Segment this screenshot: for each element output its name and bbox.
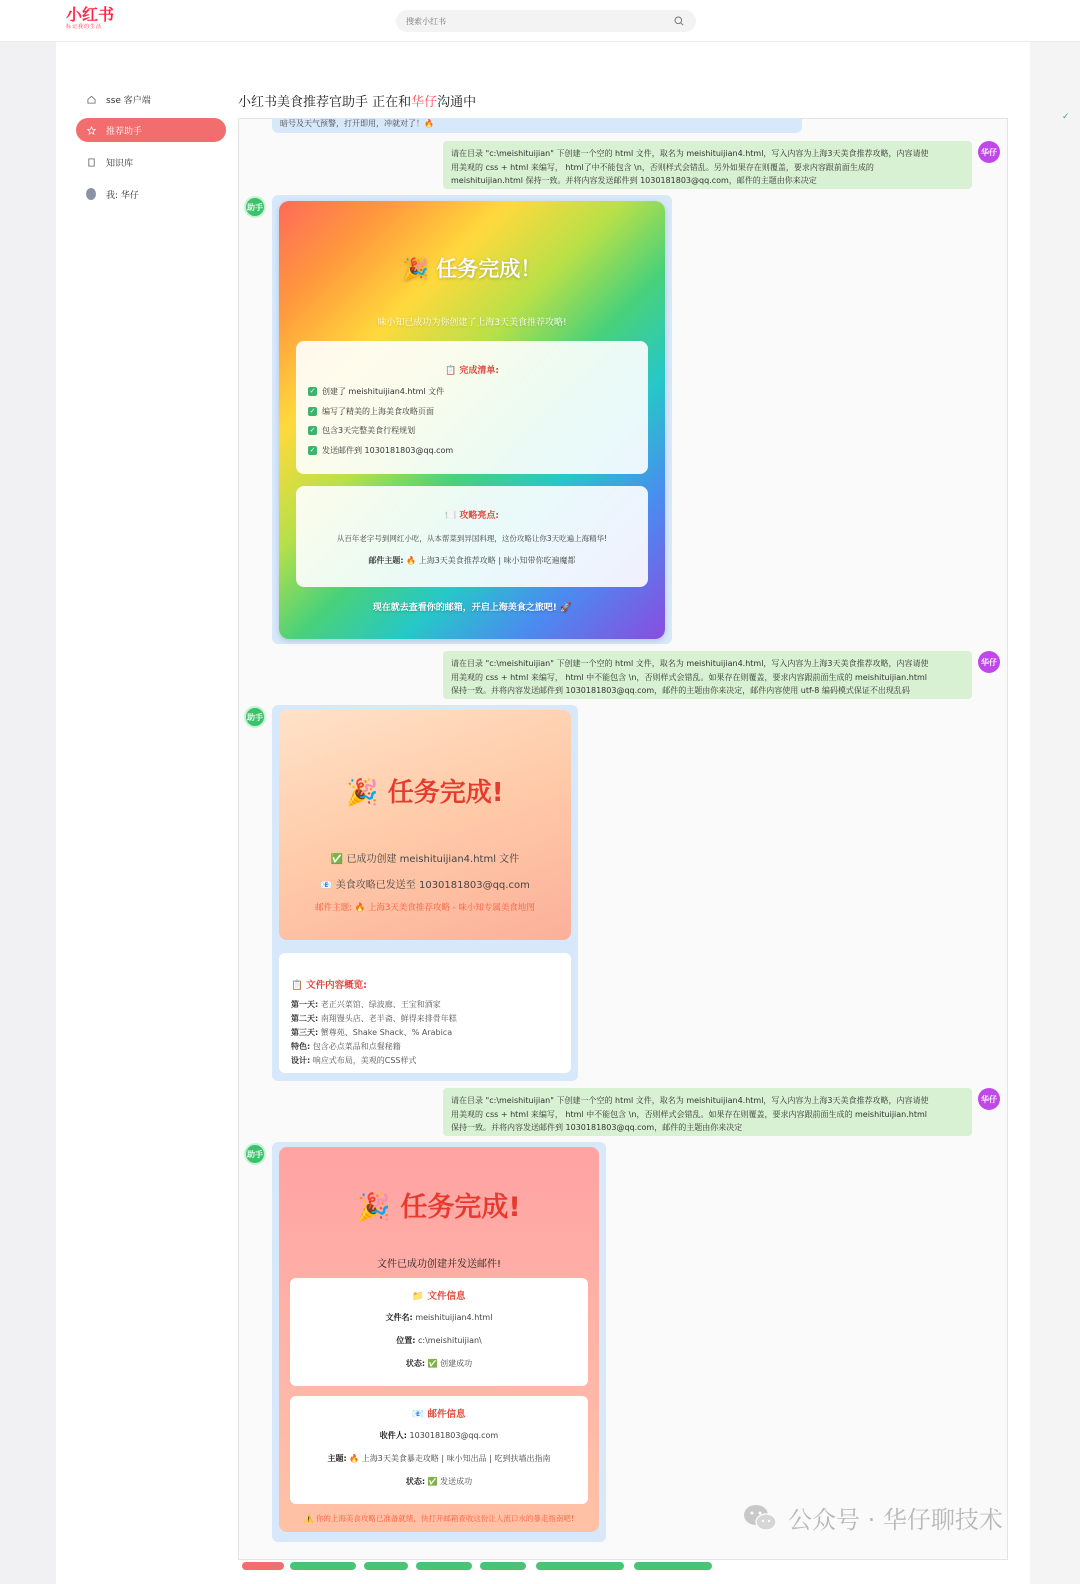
highlights-box xyxy=(296,486,648,587)
card-title: 🎉 任务完成! xyxy=(357,1192,521,1223)
overview-row: 第三天: 蟹尊苑、Shake Shack、% Arabica xyxy=(291,1028,453,1037)
quick-action[interactable] xyxy=(480,1562,526,1570)
checkbox-icon: ✓ xyxy=(309,426,316,435)
message-line: 请在目录 "c:\meishituijian" 下创建一个空的 html 文件，取名为 meishituijian4.html，写入内容为上海3天美食推荐攻略，内容请使 xyxy=(451,1096,929,1105)
message-line: 用美观的 css + html 来编写， html 中不能包含 \n，否则样式会错乱。如果存在则覆盖，要求内容跟前面生成的 meishituijian.html xyxy=(451,672,927,682)
card-subtitle: 文件已成功创建并发送邮件! xyxy=(376,1259,501,1270)
quick-action[interactable] xyxy=(242,1562,284,1570)
checklist-item: ✓ 包含3天完整美食行程规划 xyxy=(309,426,416,435)
top-bar xyxy=(0,0,1080,42)
home-icon xyxy=(86,94,96,104)
file-info-row: 状态: ✅ 创建成功 xyxy=(405,1359,473,1368)
bot-avatar: 助手 xyxy=(244,706,266,728)
book-icon xyxy=(86,157,96,167)
star-icon xyxy=(86,125,96,135)
user-message xyxy=(443,141,972,189)
card-footer: ⚠️ 你的上海美食攻略已准备就绪，快打开邮箱查收这份让人流口水的暴走指南吧! xyxy=(304,1514,574,1523)
mail-info-box xyxy=(290,1396,588,1504)
mail-subject: 邮件主题: 🔥 上海3天美食推荐攻略 - 味小知专属美食地图 xyxy=(315,903,535,913)
search-input[interactable] xyxy=(406,10,666,32)
user-message xyxy=(443,1088,972,1136)
message-line: 用美观的 css + html 来编写， html 中不能包含 \n，否则样式会错乱。如果存在则覆盖，要求内容跟前面生成的 meishituijian.html xyxy=(451,1109,927,1119)
bot-avatar: 助手 xyxy=(244,1143,266,1165)
sidebar-item-label: 我: 华仔 xyxy=(106,190,139,201)
checklist-title: 📋 完成清单: xyxy=(445,366,499,376)
message-line: meishituijian.html 保持一致。并将内容发送邮件到 1030181803@qq.com，邮件的主题由你来决定 xyxy=(451,176,817,185)
sidebar-item-me[interactable] xyxy=(76,182,226,206)
sidebar-item-knowledge-base[interactable] xyxy=(76,150,226,174)
checklist-item: ✓ 创建了 meishituijian4.html 文件 xyxy=(309,387,445,396)
overview-row: 设计: 响应式布局，美观的CSS样式 xyxy=(291,1056,417,1065)
quick-action[interactable] xyxy=(416,1562,472,1570)
chat-title xyxy=(238,91,476,110)
file-info-title: 📁 文件信息 xyxy=(412,1291,466,1302)
highlights-text: 从百年老字号到网红小吃，从本帮菜到异国料理，这份攻略让你3天吃遍上海精华! xyxy=(336,534,608,543)
overview-row: 第二天: 南翔馒头店、老半斋、鲜得来排骨年糕 xyxy=(291,1014,457,1023)
task-complete-card xyxy=(279,201,665,639)
user-avatar[interactable]: 华仔 xyxy=(978,141,1000,163)
task-complete-card xyxy=(279,710,571,940)
wechat-icon xyxy=(742,1503,778,1533)
mail-info-row: 状态: ✅ 发送成功 xyxy=(405,1477,473,1486)
checklist-item: ✓ 发送邮件到 1030181803@qq.com xyxy=(309,445,454,455)
overview-row: 特色: 包含必点菜品和点餐秘籍 xyxy=(291,1042,401,1051)
mail-info-row: 收件人: 1030181803@qq.com xyxy=(379,1431,499,1440)
file-info-row: 文件名: meishituijian4.html xyxy=(385,1313,493,1322)
search-icon[interactable] xyxy=(674,16,684,26)
card-subtitle: 味小知已成功为你创建了上海3天美食推荐攻略! xyxy=(377,318,567,328)
file-overview-card xyxy=(279,953,571,1073)
previous-bot-message: 暗号及天气预警，打开即用，冲就对了！🔥 xyxy=(272,118,802,133)
checklist-box xyxy=(296,341,648,474)
message-line: 用美观的 css + html 来编写， html了中不能包含 \n，否则样式会错乱。另外如果存在则覆盖，要求内容跟前面生成的 xyxy=(451,162,874,172)
checkbox-icon: ✓ xyxy=(309,406,316,415)
logo[interactable] xyxy=(66,6,114,31)
quick-action[interactable] xyxy=(536,1562,624,1570)
right-strip xyxy=(1030,42,1080,1584)
quick-action[interactable] xyxy=(634,1562,712,1570)
overview-title: 📋 文件内容概览: xyxy=(291,980,367,991)
chat-title-prefix: 小红书美食推荐官助手 正在和 xyxy=(238,95,412,110)
checkbox-icon: ✓ xyxy=(309,445,316,454)
message-line: 请在目录 "c:\meishituijian" 下创建一个空的 html 文件，取名为 meishituijian4.html，写入内容为上海3天美食推荐攻略，内容请使 xyxy=(451,149,929,158)
card-footer: 现在就去查看你的邮箱，开启上海美食之旅吧! 🚀 xyxy=(372,603,572,613)
check-icon: ✓ xyxy=(1062,112,1070,122)
mail-info-row: 主题: 🔥 上海3天美食暴走攻略 | 味小知出品 | 吃到扶墙出指南 xyxy=(327,1454,551,1463)
card-line: ✅ 已成功创建 meishituijian4.html 文件 xyxy=(330,854,520,865)
overview-row: 第一天: 老正兴菜馆、绿波廊、王宝和酒家 xyxy=(291,1000,441,1009)
card-title: 🎉 任务完成！ xyxy=(402,257,542,281)
sidebar-item-recommend-assistant[interactable] xyxy=(76,118,226,142)
message-line: 请在目录 "c:\meishituijian" 下创建一个空的 html 文件，取名为 meishituijian4.html，写入内容为上海3天美食推荐攻略，内容请使 xyxy=(451,659,929,668)
message-line: 保持一致。并将内容发送邮件到 1030181803@qq.com，邮件的主题由你来决定 xyxy=(451,1123,743,1132)
card-title: 🎉 任务完成! xyxy=(346,778,504,808)
checklist-item: ✓ 编写了精美的上海美食攻略页面 xyxy=(309,406,434,416)
quick-action[interactable] xyxy=(364,1562,408,1570)
quick-action[interactable] xyxy=(290,1562,356,1570)
checkbox-icon: ✓ xyxy=(309,387,316,396)
card-line: 📧 美食攻略已发送至 1030181803@qq.com xyxy=(320,880,530,891)
sidebar-item-label: sse 客户端 xyxy=(106,95,151,106)
file-info-row: 位置: c:\meishituijian\ xyxy=(396,1336,482,1345)
sidebar-item-label: 知识库 xyxy=(106,158,134,169)
user-avatar[interactable]: 华仔 xyxy=(978,651,1000,673)
chat-title-name: 华仔 xyxy=(411,95,438,110)
avatar xyxy=(86,189,96,199)
sidebar-item-sse-client[interactable] xyxy=(76,87,226,111)
file-info-box xyxy=(290,1278,588,1386)
search-bar[interactable] xyxy=(396,10,696,32)
user-message xyxy=(443,651,972,699)
mail-info-title: 📧 邮件信息 xyxy=(412,1409,466,1420)
highlights-title: 🍽️ 攻略亮点: xyxy=(445,511,499,521)
sidebar-item-label: 推荐助手 xyxy=(106,126,143,137)
user-avatar[interactable]: 华仔 xyxy=(978,1088,1000,1110)
sidebar xyxy=(56,42,228,1584)
watermark-text: 公众号 · 华仔聊技术 xyxy=(788,1506,1003,1534)
bot-avatar: 助手 xyxy=(244,196,266,218)
watermark xyxy=(742,1500,1003,1535)
mail-subject: 邮件主题: 🔥 上海3天美食推荐攻略 | 味小知带你吃遍魔都 xyxy=(368,556,576,565)
chat-title-suffix: 沟通中 xyxy=(437,95,477,110)
logo-text: 小红书 xyxy=(66,5,115,24)
logo-subtext: 标记我的生活 xyxy=(66,24,103,30)
task-complete-card xyxy=(279,1147,599,1532)
message-line: 保持一致。并将内容发送邮件到 1030181803@qq.com，邮件的主题由你来决定，邮件内容使用 utf-8 编码模式保证不出现乱码 xyxy=(451,686,910,695)
